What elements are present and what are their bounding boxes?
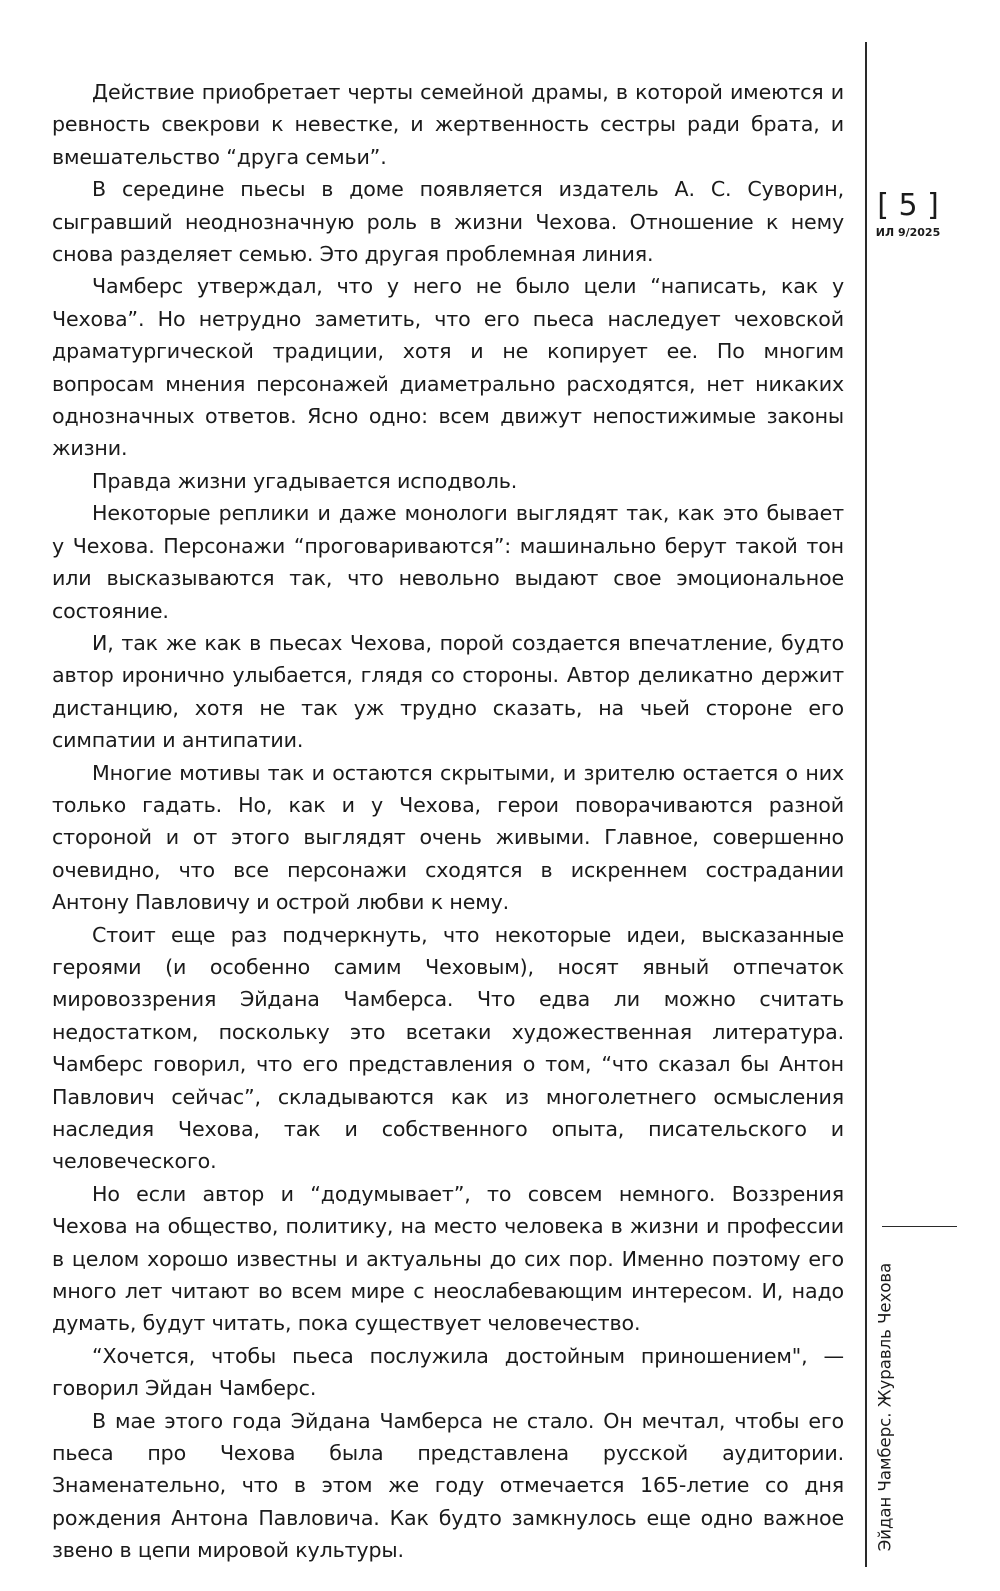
margin-divider [865, 42, 867, 1567]
paragraph-10: “Хочется, чтобы пьеса послужила достойным приношением", — говорил Эйдан Чамберс. [52, 1343, 844, 1401]
paragraph-2: В середине пьесы в доме появляется издатель А. С. Суворин, сыгравший неоднозначную роль в жизни Чехова. Отношение к нему снова разделяет семью. Это другая проблемная линия. [52, 177, 844, 267]
paragraph-7: Многие мотивы так и остаются скрытыми, и зрителю остается о них только гадать. Но, как и у Чехова, герои поворачиваются разной стороной и от этого выглядят очень живыми. Главное, совершенно очевидно, что все персонажи сходятся в искреннем сострадании Антону Павловичу и острой любви к нему. [52, 760, 844, 915]
paragraph-5: Некоторые реплики и даже монологи выглядят так, как это бывает у Чехова. Персонажи “проговариваются”: машинально берут такой тон или высказываются так, что невольно выдают свое эмоциональное состояние. [52, 501, 844, 623]
article-body [52, 76, 844, 1567]
paragraph-4: Правда жизни угадывается исподволь. [92, 468, 518, 493]
paragraph-9: Но если автор и “додумывает”, то совсем немного. Воззрения Чехова на общество, политику, на место человека в жизни и профессии в целом хорошо известны и актуальны до сих пор. Именно поэтому его много лет читают во всем мире с неослабевающим интересом. И, надо думать, будут читать, пока существует человечество. [52, 1181, 844, 1336]
issue-label: ИЛ 9/2025 [875, 226, 941, 239]
running-title-rule [882, 1226, 957, 1227]
page-number: [ 5 ] [877, 188, 939, 223]
running-title [870, 1242, 900, 1572]
paragraph-6: И, так же как в пьесах Чехова, порой создается впечатление, будто автор иронично улыбается, глядя со стороны. Автор деликатно держит дистанцию, хотя не так уж трудно сказать, на чьей стороне его симпатии и антипатии. [52, 630, 844, 753]
paragraph-11: В мае этого года Эйдана Чамберса не стало. Он мечтал, чтобы его пьеса про Чехова была представлена русской аудитории. Знаменательно, что в этом же году отмечается 165-летие со дня рождения Антона Павловича. Как будто замкнулось еще одно важное звено в цепи мировой культуры. [52, 1408, 844, 1563]
paragraph-3: Чамберс утверждал, что у него не было цели “написать, как у Чехова”. Но нетрудно заметить, что его пьеса наследует чеховской драматургической традиции, хотя и не копирует ее. По многим вопросам мнения персонажей диаметрально расходятся, нет никаких однозначных ответов. Ясно одно: всем движут непостижимые законы жизни. [52, 274, 844, 461]
paragraph-1: Действие приобретает черты семейной драмы, в которой имеются и ревность свекрови к невестке, и жертвенность сестры ради брата, и вмешательство “друга семьи”. [52, 80, 844, 169]
paragraph-8: Стоит еще раз подчеркнуть, что некоторые идеи, высказанные героями (и особенно самим Чеховым), носят явный отпечаток мировоззрения Эйдана Чамберса. Что едва ли можно считать недостатком, поскольку это всетаки художественная литература. Чамберс говорил, что его представления о том, “что сказал бы Антон Павлович сейчас”, складываются как из многолетнего осмысления наследия Чехова, так и собственного опыта, писательского и человеческого. [52, 922, 844, 1174]
running-title-text: Эйдан Чамберс. Журавль Чехова [875, 1262, 895, 1552]
